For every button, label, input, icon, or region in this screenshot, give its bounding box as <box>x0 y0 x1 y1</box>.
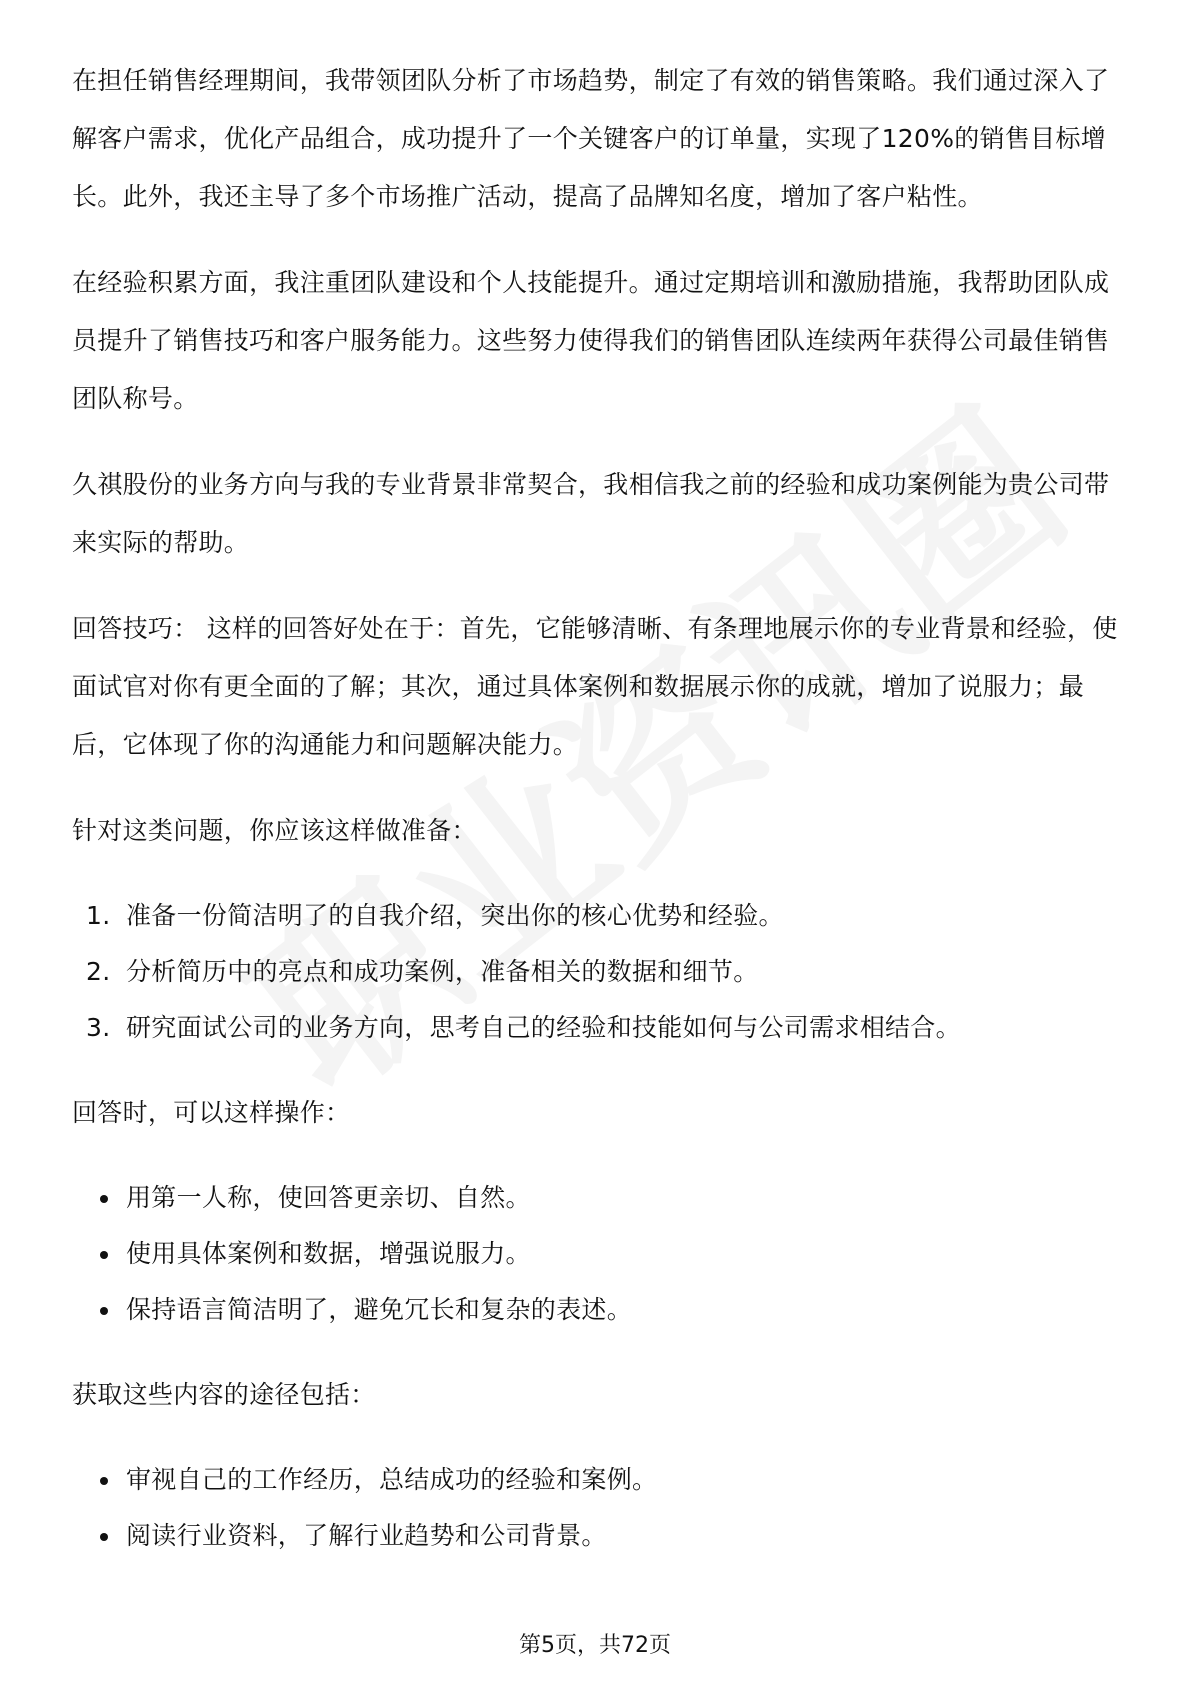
sources-bullet-list <box>72 1452 1122 1564</box>
list-item <box>72 1282 1122 1338</box>
paragraph-sources-intro: 获取这些内容的途径包括： <box>72 1380 376 1409</box>
list-item <box>72 1226 1122 1282</box>
paragraph-experience-accumulation: 在经验积累方面，我注重团队建设和个人技能提升。通过定期培训和激励措施，我帮助团队成员提升了销售技巧和客户服务能力。这些努力使得我们的销售团队连续两年获得公司最佳销售团队称号。 <box>72 268 1110 413</box>
bullet-icon <box>100 1195 108 1203</box>
bullet-icon <box>100 1307 108 1315</box>
list-item <box>72 944 1122 1000</box>
list-number: 3. <box>86 1013 111 1042</box>
prep-numbered-list <box>72 888 1122 1056</box>
list-number: 1. <box>86 901 111 930</box>
paragraph-company-fit: 久祺股份的业务方向与我的专业背景非常契合，我相信我之前的经验和成功案例能为贵公司带来实际的帮助。 <box>72 470 1110 557</box>
paragraph-sales-manager-experience: 在担任销售经理期间，我带领团队分析了市场趋势，制定了有效的销售策略。我们通过深入了解客户需求，优化产品组合，成功提升了一个关键客户的订单量，实现了120%的销售目标增长。此外，我还主导了多个市场推广活动，提高了品牌知名度，增加了客户粘性。 <box>72 66 1110 211</box>
list-item <box>72 1000 1122 1056</box>
list-item <box>72 1508 1122 1564</box>
answer-bullet-list <box>72 1170 1122 1338</box>
list-item-text: 分析简历中的亮点和成功案例，准备相关的数据和细节。 <box>126 957 759 986</box>
list-item <box>72 888 1122 944</box>
list-item-text: 审视自己的工作经历，总结成功的经验和案例。 <box>126 1465 658 1494</box>
bullet-icon <box>100 1251 108 1259</box>
list-item-text: 研究面试公司的业务方向，思考自己的经验和技能如何与公司需求相结合。 <box>126 1013 961 1042</box>
list-item <box>72 1452 1122 1508</box>
page-number-footer: 第5页，共72页 <box>519 1633 671 1658</box>
list-item-text: 保持语言简洁明了，避免冗长和复杂的表述。 <box>126 1295 633 1324</box>
paragraph-answer-tips: 回答技巧： 这样的回答好处在于：首先，它能够清晰、有条理地展示你的专业背景和经验，使面试官对你有更全面的了解；其次，通过具体案例和数据展示你的成就，增加了说服力；最后，它体现了你的沟通能力和问题解决能力。 <box>72 614 1118 759</box>
paragraph-answer-intro: 回答时，可以这样操作： <box>72 1098 351 1127</box>
list-item <box>72 1170 1122 1226</box>
document-page <box>72 52 1122 1592</box>
list-number: 2. <box>86 957 111 986</box>
bullet-icon <box>100 1477 108 1485</box>
list-item-text: 用第一人称，使回答更亲切、自然。 <box>126 1183 531 1212</box>
list-item-text: 阅读行业资料，了解行业趋势和公司背景。 <box>126 1521 607 1550</box>
list-item-text: 准备一份简洁明了的自我介绍，突出你的核心优势和经验。 <box>126 901 784 930</box>
paragraph-prep-intro: 针对这类问题，你应该这样做准备： <box>72 816 477 845</box>
list-item-text: 使用具体案例和数据，增强说服力。 <box>126 1239 531 1268</box>
bullet-icon <box>100 1533 108 1541</box>
